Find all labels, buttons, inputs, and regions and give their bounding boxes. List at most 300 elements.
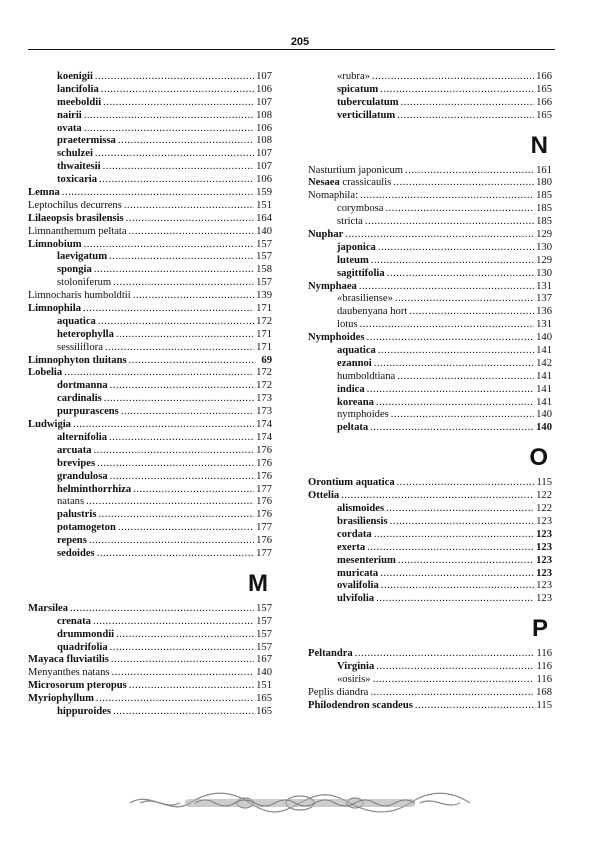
- entry-term: [57, 264, 92, 277]
- term-part: ulvifolia: [337, 593, 375, 605]
- entry-term: [308, 229, 343, 242]
- leader-dots: [103, 97, 254, 110]
- term-part: praetermissa: [57, 135, 116, 147]
- index-subentry: [28, 629, 272, 642]
- index-entry: [28, 239, 272, 252]
- term-part: drummondii: [57, 628, 115, 640]
- leader-dots: [109, 251, 254, 264]
- entry-page: 140: [536, 332, 552, 344]
- entry-page: 168: [536, 686, 552, 698]
- leader-dots: [126, 213, 254, 226]
- term-part: Mayaca fluviatilis: [28, 654, 109, 666]
- index-subentry: [28, 616, 272, 629]
- term-part: Ludwigia: [28, 419, 71, 431]
- leader-dots: [373, 674, 534, 687]
- index-subentry: [28, 161, 272, 174]
- term-part: Leptochilus decurrens: [28, 199, 122, 211]
- index-entry: [308, 177, 552, 190]
- entry-term: [308, 281, 357, 294]
- leader-dots: [374, 358, 534, 371]
- entry-page: 164: [256, 212, 272, 224]
- entry-page: 159: [256, 187, 272, 199]
- entry-term: [337, 358, 372, 371]
- entry-page: 115: [536, 699, 552, 711]
- leader-dots: [89, 535, 254, 548]
- entry-page: 176: [256, 496, 272, 508]
- term-part: arcuata: [57, 444, 92, 456]
- entry-term: [337, 384, 365, 397]
- term-part: Lemna: [28, 187, 60, 199]
- leader-dots: [105, 342, 254, 355]
- entry-term: [57, 329, 114, 342]
- index-subentry: [28, 393, 272, 406]
- entry-page: 176: [256, 457, 272, 469]
- index-subentry: [28, 522, 272, 535]
- entry-page: 177: [256, 547, 272, 559]
- index-subentry: [28, 277, 272, 290]
- term-part: Limnanthemum peltata: [28, 225, 127, 237]
- term-part: schulzei: [57, 148, 93, 160]
- index-subentry: [308, 568, 552, 581]
- index-subentry: [28, 458, 272, 471]
- entry-term: [57, 432, 107, 445]
- term-part: crassicaulis: [339, 177, 392, 189]
- entry-term: [337, 661, 374, 674]
- index-subentry: [28, 445, 272, 458]
- index-subentry: [308, 661, 552, 674]
- term-part: ovalifolia: [337, 580, 379, 592]
- leader-dots: [360, 319, 534, 332]
- term-part: stricta: [337, 216, 363, 228]
- entry-page: 176: [256, 444, 272, 456]
- term-part: Nuphar: [308, 229, 344, 241]
- page-number: 205: [290, 36, 310, 48]
- entry-page: 123: [536, 541, 552, 553]
- leader-dots: [104, 393, 254, 406]
- entry-term: [57, 342, 103, 355]
- term-part: aquatica: [337, 345, 376, 357]
- term-part: meeboldii: [57, 96, 102, 108]
- entry-page: 161: [536, 164, 552, 176]
- index-subentry: [28, 484, 272, 497]
- entry-term: [308, 165, 403, 178]
- index-subentry: [308, 255, 552, 268]
- index-subentry: [308, 216, 552, 229]
- entry-term: [308, 648, 353, 661]
- entry-page: 157: [256, 277, 272, 289]
- leader-dots: [62, 187, 254, 200]
- term-part: Nymphoides: [308, 332, 365, 344]
- term-part: Nesaea: [308, 177, 340, 189]
- entry-page: 129: [536, 254, 552, 266]
- entry-page: 116: [536, 661, 552, 673]
- leader-dots: [111, 654, 254, 667]
- term-part: exerta: [337, 541, 366, 553]
- entry-term: [28, 603, 68, 616]
- leader-dots: [94, 445, 254, 458]
- entry-page: 166: [536, 71, 552, 82]
- entry-page: 107: [256, 148, 272, 160]
- leader-dots: [94, 264, 254, 277]
- term-part: purpurascens: [57, 406, 119, 418]
- term-part: Virginia: [337, 661, 375, 673]
- index-entry: [28, 355, 272, 368]
- term-part: Nomaphila:: [308, 190, 359, 202]
- term-part: brevipes: [57, 457, 96, 469]
- term-part: Limnobium: [28, 238, 82, 250]
- entry-page: 157: [256, 641, 272, 653]
- entry-page: 165: [256, 705, 272, 717]
- leader-dots: [405, 165, 534, 178]
- term-part: mesenterium: [337, 554, 396, 566]
- entry-term: [57, 548, 95, 561]
- index-entry: [308, 490, 552, 503]
- leader-dots: [101, 84, 254, 97]
- leader-dots: [113, 277, 254, 290]
- index-subentry: [28, 71, 272, 84]
- leader-dots: [110, 380, 254, 393]
- index-subentry: [28, 97, 272, 110]
- section-letter: P: [531, 615, 548, 643]
- term-part: luteum: [337, 254, 369, 266]
- term-part: potamogeton: [57, 522, 116, 534]
- entry-page: 141: [536, 370, 552, 382]
- entry-term: [28, 367, 62, 380]
- entry-term: [337, 345, 376, 358]
- leader-dots: [386, 503, 534, 516]
- index-subentry: [308, 110, 552, 123]
- entry-page: 157: [256, 602, 272, 614]
- index-column-left: [28, 71, 272, 719]
- term-part: Menyanthes natans: [28, 667, 110, 679]
- entry-term: [57, 535, 87, 548]
- entry-term: [57, 629, 114, 642]
- entry-page: 69: [261, 354, 272, 366]
- index-entry: [308, 281, 552, 294]
- term-part: ovata: [57, 122, 82, 134]
- index-entry: [308, 700, 552, 713]
- entry-term: [308, 687, 368, 700]
- entry-page: 115: [536, 477, 552, 489]
- entry-page: 123: [536, 554, 552, 566]
- entry-page: 107: [256, 96, 272, 108]
- leader-dots: [113, 706, 254, 719]
- index-subentry: [308, 71, 552, 84]
- entry-page: 130: [536, 267, 552, 279]
- leader-dots: [93, 616, 254, 629]
- term-part: cardinalis: [57, 393, 102, 405]
- entry-term: [57, 84, 99, 97]
- term-part: hippuroides: [57, 705, 111, 717]
- leader-dots: [380, 568, 534, 581]
- entry-page: 176: [256, 470, 272, 482]
- entry-page: 108: [256, 109, 272, 121]
- entry-term: [337, 319, 358, 332]
- term-part: «osiris»: [337, 673, 371, 685]
- entry-page: 141: [536, 396, 552, 408]
- index-subentry: [28, 251, 272, 264]
- index-subentry: [308, 345, 552, 358]
- index-entry: [308, 332, 552, 345]
- entry-page: 107: [256, 161, 272, 173]
- leader-dots: [378, 345, 534, 358]
- index-subentry: [28, 496, 272, 509]
- entry-term: [337, 216, 363, 229]
- term-part: repens: [57, 535, 87, 547]
- leader-dots: [397, 371, 534, 384]
- entry-term: [57, 642, 108, 655]
- index-entry: [28, 419, 272, 432]
- index-entry: [28, 667, 272, 680]
- entry-term: [57, 161, 101, 174]
- entry-page: 157: [256, 628, 272, 640]
- term-part: «rubra»: [337, 71, 370, 82]
- leader-dots: [133, 290, 254, 303]
- term-part: thwaitesii: [57, 161, 101, 173]
- entry-page: 177: [256, 483, 272, 495]
- entry-term: [337, 203, 383, 216]
- leader-dots: [367, 332, 534, 345]
- leader-dots: [84, 110, 254, 123]
- index-subentry: [308, 409, 552, 422]
- entry-page: 172: [256, 315, 272, 327]
- entry-page: 176: [256, 535, 272, 547]
- leader-dots: [376, 593, 534, 606]
- leader-dots: [84, 239, 254, 252]
- term-part: brasiliensis: [337, 515, 388, 527]
- entry-page: 131: [536, 280, 552, 292]
- index-subentry: [28, 471, 272, 484]
- leader-dots: [96, 693, 254, 706]
- leader-dots: [124, 200, 254, 213]
- index-entry: [28, 226, 272, 239]
- entry-term: [28, 226, 127, 239]
- index-subentry: [28, 342, 272, 355]
- entry-page: 116: [536, 648, 552, 660]
- entry-term: [337, 593, 374, 606]
- entry-page: 171: [256, 328, 272, 340]
- leader-dots: [109, 432, 254, 445]
- term-part: Limnophyton tluitans: [28, 354, 127, 366]
- entry-term: [337, 397, 374, 410]
- leader-dots: [376, 397, 534, 410]
- entry-term: [57, 110, 82, 123]
- term-part: Myriophyllum: [28, 693, 94, 705]
- entry-page: 158: [256, 264, 272, 276]
- leader-dots: [370, 422, 534, 435]
- entry-term: [337, 255, 369, 268]
- entry-page: 166: [536, 96, 552, 108]
- entry-page: 130: [536, 241, 552, 253]
- term-part: nairii: [57, 109, 82, 121]
- leader-dots: [370, 687, 534, 700]
- index-subentry: [28, 135, 272, 148]
- index-subentry: [28, 264, 272, 277]
- entry-term: [337, 371, 395, 384]
- leader-dots: [133, 484, 254, 497]
- term-part: Nymphaea: [308, 280, 357, 292]
- entry-page: 167: [256, 654, 272, 666]
- leader-dots: [381, 580, 534, 593]
- leader-dots: [401, 97, 534, 110]
- leader-dots: [391, 409, 534, 422]
- entry-page: 177: [256, 522, 272, 534]
- term-part: koenigii: [57, 71, 93, 82]
- leader-dots: [84, 123, 254, 136]
- leader-dots: [367, 542, 534, 555]
- index-subentry: [308, 542, 552, 555]
- entry-page: 123: [536, 593, 552, 605]
- entry-term: [337, 555, 396, 568]
- entry-page: 174: [256, 419, 272, 431]
- leader-dots: [98, 316, 254, 329]
- index-entry: [28, 213, 272, 226]
- entry-page: 157: [256, 615, 272, 627]
- term-part: ezannoi: [337, 357, 372, 369]
- entry-page: 185: [536, 203, 552, 215]
- entry-page: 107: [256, 71, 272, 82]
- entry-term: [28, 667, 110, 680]
- term-part: Peplis diandra: [308, 686, 369, 698]
- term-part: natans: [57, 496, 85, 508]
- leader-dots: [116, 629, 254, 642]
- entry-term: [57, 277, 111, 290]
- entry-term: [337, 409, 389, 422]
- leader-dots: [387, 268, 534, 281]
- index-subentry: [308, 319, 552, 332]
- term-part: Microsorum pteropus: [28, 680, 127, 692]
- index-subentry: [28, 316, 272, 329]
- entry-page: 157: [256, 238, 272, 250]
- term-part: stoloniferum: [57, 277, 112, 289]
- index-subentry: [28, 432, 272, 445]
- entry-page: 165: [536, 109, 552, 121]
- leader-dots: [110, 642, 254, 655]
- index-subentry: [308, 84, 552, 97]
- decorative-ornament: [125, 788, 475, 818]
- entry-term: [28, 680, 127, 693]
- index-column-right: [308, 71, 552, 713]
- leader-dots: [64, 367, 254, 380]
- entry-term: [337, 580, 379, 593]
- entry-page: 137: [536, 293, 552, 305]
- entry-term: [337, 97, 399, 110]
- leader-dots: [99, 174, 254, 187]
- entry-term: [57, 148, 93, 161]
- entry-term: [337, 542, 365, 555]
- term-part: grandulosa: [57, 470, 108, 482]
- leader-dots: [385, 203, 534, 216]
- leader-dots: [372, 71, 534, 84]
- entry-page: 151: [256, 199, 272, 211]
- term-part: nymphoides: [337, 409, 389, 421]
- index-subentry: [308, 293, 552, 306]
- entry-term: [57, 616, 91, 629]
- entry-page: 173: [256, 393, 272, 405]
- leader-dots: [397, 110, 534, 123]
- entry-term: [337, 110, 395, 123]
- leader-dots: [359, 281, 534, 294]
- index-subentry: [28, 148, 272, 161]
- term-part: alternifolia: [57, 431, 108, 443]
- leader-dots: [97, 548, 254, 561]
- entry-term: [337, 242, 376, 255]
- entry-page: 123: [536, 528, 552, 540]
- entry-page: 165: [256, 693, 272, 705]
- entry-term: [308, 490, 339, 503]
- index-entry: [28, 654, 272, 667]
- term-part: quadrifolia: [57, 641, 108, 653]
- entry-term: [28, 213, 124, 226]
- entry-term: [337, 529, 372, 542]
- entry-term: [337, 306, 407, 319]
- index-subentry: [308, 422, 552, 435]
- entry-term: [57, 316, 96, 329]
- index-subentry: [28, 84, 272, 97]
- entry-term: [337, 516, 388, 529]
- leader-dots: [397, 477, 534, 490]
- leader-dots: [390, 516, 534, 529]
- entry-term: [308, 477, 395, 490]
- index-subentry: [28, 548, 272, 561]
- index-subentry: [308, 580, 552, 593]
- term-part: Marsilea: [28, 602, 69, 614]
- term-part: Lobelia: [28, 367, 63, 379]
- entry-page: 131: [536, 319, 552, 331]
- entry-term: [28, 200, 122, 213]
- index-subentry: [28, 509, 272, 522]
- entry-term: [57, 251, 107, 264]
- entry-page: 172: [256, 367, 272, 379]
- leader-dots: [374, 529, 534, 542]
- index-subentry: [308, 503, 552, 516]
- leader-dots: [409, 306, 534, 319]
- entry-page: 176: [256, 509, 272, 521]
- index-subentry: [28, 174, 272, 187]
- index-entry: [28, 187, 272, 200]
- index-subentry: [308, 358, 552, 371]
- entry-term: [308, 177, 391, 190]
- term-part: Limnophila: [28, 303, 81, 315]
- entry-term: [337, 293, 393, 306]
- entry-term: [28, 693, 94, 706]
- term-part: sedoides: [57, 547, 95, 559]
- entry-term: [337, 568, 378, 581]
- entry-page: 136: [536, 306, 552, 318]
- entry-page: 122: [536, 490, 552, 502]
- term-part: tuberculatum: [337, 96, 399, 108]
- index-entry: [308, 687, 552, 700]
- entry-page: 129: [536, 229, 552, 241]
- index-entry: [308, 477, 552, 490]
- entry-term: [57, 706, 111, 719]
- leader-dots: [380, 84, 534, 97]
- leader-dots: [371, 255, 534, 268]
- term-part: laevigatum: [57, 251, 108, 263]
- index-subentry: [28, 329, 272, 342]
- entry-page: 106: [256, 174, 272, 186]
- leader-dots: [129, 226, 254, 239]
- entry-term: [57, 471, 108, 484]
- entry-term: [57, 522, 116, 535]
- term-part: spicatum: [337, 83, 379, 95]
- leader-dots: [393, 177, 534, 190]
- index-subentry: [308, 555, 552, 568]
- entry-term: [337, 71, 370, 84]
- entry-page: 140: [256, 225, 272, 237]
- entry-term: [57, 445, 92, 458]
- index-subentry: [308, 384, 552, 397]
